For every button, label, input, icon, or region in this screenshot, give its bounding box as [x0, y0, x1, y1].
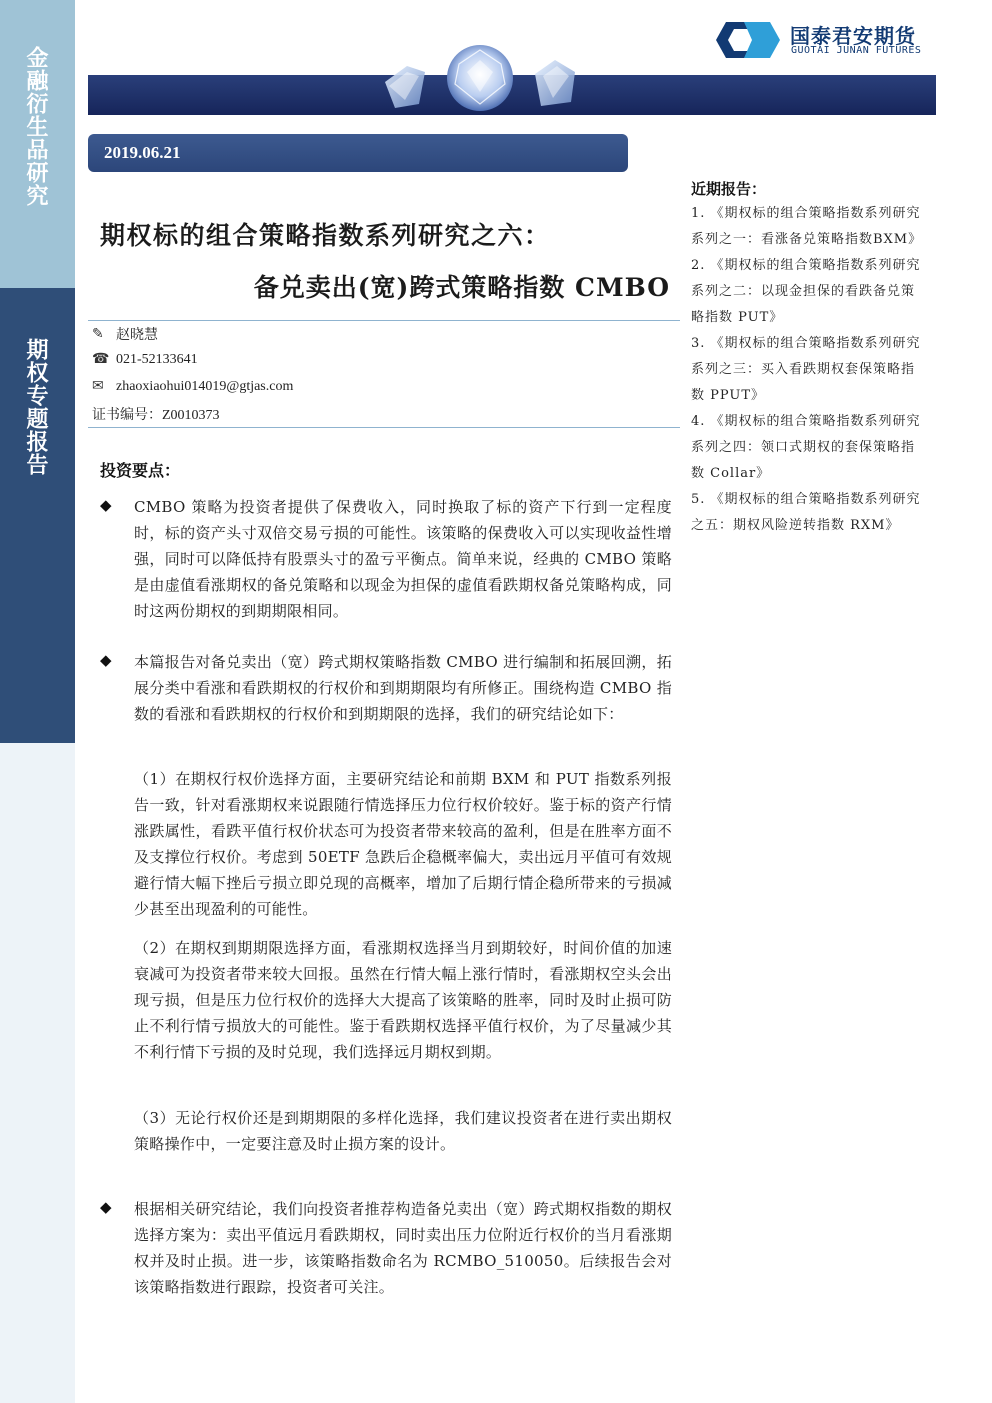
brand-name-cn: 国泰君安期货	[790, 24, 916, 48]
paragraph-6: 根据相关研究结论，我们向投资者推荐构造备兑卖出（宽）跨式期权指数的期权选择方案为：卖出平值远月看跌期权，同时卖出压力位附近行权价的当月看涨期权并及时止损。进一步，该策略指数命名为 RCMBO_510050。后续报告会对该策略指数进行跟踪，投资者可关注。	[134, 1200, 672, 1296]
bullet-diamond-icon: ◆	[100, 651, 112, 669]
recent-reports-list	[691, 201, 926, 539]
bullet-diamond-icon: ◆	[100, 1198, 112, 1216]
report-date-banner	[88, 134, 628, 172]
sidebar-bottom-band	[0, 743, 75, 1403]
recent-report-item[interactable]: 5. 《期权标的组合策略指数系列研究之五：期权风险逆转指数 RXM》	[691, 492, 921, 533]
author-divider	[88, 427, 680, 428]
author-phone-row	[92, 351, 198, 368]
report-title-line1: 期权标的组合策略指数系列研究之六：	[100, 221, 551, 250]
author-name: 赵晓慧	[116, 328, 158, 343]
report-title-line2: 备兑卖出(宽)跨式策略指数 CMBO	[253, 273, 670, 302]
sidebar-category-label: 金融衍生品研究	[23, 46, 48, 207]
recent-report-item[interactable]: 3. 《期权标的组合策略指数系列研究系列之三：买入看跌期权套保策略指数 PPUT》	[691, 336, 921, 403]
paragraph-5: （3）无论行权价还是到期期限的多样化选择，我们建议投资者在进行卖出期权策略操作中，一定要注意及时止损方案的设计。	[134, 1109, 672, 1153]
report-date: 2019.06.21	[104, 143, 181, 162]
phone-icon: ☎	[92, 352, 110, 367]
author-phone: 021-52133641	[116, 351, 198, 367]
recent-report-item[interactable]: 4. 《期权标的组合策略指数系列研究系列之四：领口式期权的套保策略指数 Collar》	[691, 414, 921, 481]
email-icon: ✉	[92, 379, 104, 394]
author-cert-row	[92, 404, 220, 424]
author-email[interactable]: zhaoxiaohui014019@gtjas.com	[116, 378, 294, 394]
author-name-row	[92, 324, 158, 344]
paragraph-1: CMBO 策略为投资者提供了保费收入，同时换取了标的资产下行到一定程度时，标的资产头寸双倍交易亏损的可能性。该策略的保费收入可以实现收益性增强，同时可以降低持有股票头寸的盈亏平衡点。简单来说，经典的 CMBO 策略是由虚值看涨期权的备兑策略和以现金为担保的虚值看跌期权备兑策略构成，同时这两份期权的到期期限相同。	[134, 498, 672, 620]
paragraph-3: （1）在期权行权价选择方面，主要研究结论和前期 BXM 和 PUT 指数系列报告一致，针对看涨期权来说跟随行情选择压力位行权价较好。鉴于标的资产行情涨跌属性，看跌平值行权价状态可为投资者带来较高的盈利，但是在胜率方面不及支撑位行权价。考虑到 50ETF 急跌后企稳概率偏大，卖出远月平值可有效规避行情大幅下挫后亏损立即兑现的高概率，增加了后期行情企稳所带来的亏损减少甚至出现盈利的可能性。	[134, 770, 672, 918]
diamond-gems-icon	[375, 42, 585, 116]
recent-report-item[interactable]: 1. 《期权标的组合策略指数系列研究系列之一：看涨备兑策略指数BXM》	[691, 206, 923, 247]
paragraph-2: 本篇报告对备兑卖出（宽）跨式期权策略指数 CMBO 进行编制和拓展回溯，拓展分类中看涨和看跌期权的行权价和到期期限均有所修正。围绕构造 CMBO 指数的看涨和看跌期权的行权价和到期期限的选择，我们的研究结论如下：	[134, 653, 672, 723]
author-email-row	[92, 378, 293, 395]
pen-icon: ✎	[92, 326, 104, 342]
brand-logo-icon	[716, 20, 780, 60]
author-cert: 证书编号：Z0010373	[92, 408, 220, 423]
section-title: 投资要点：	[100, 461, 181, 480]
recent-report-item[interactable]: 2. 《期权标的组合策略指数系列研究系列之二：以现金担保的看跌备兑策略指数 PUT》	[691, 258, 921, 325]
paragraph-4: （2）在期权到期期限选择方面，看涨期权选择当月到期较好，时间价值的加速衰减可为投资者带来较大回报。虽然在行情大幅上涨行情时，看涨期权空头会出现亏损，但是压力位行权价的选择大大提高了该策略的胜率，同时及时止损可防止不利行情亏损放大的可能性。鉴于看跌期权选择平值行权价，为了尽量减少其不利行情下亏损的及时兑现，我们选择远月期权到期。	[134, 939, 672, 1061]
brand-name-en: GUOTAI JUNAN FUTURES	[791, 45, 922, 56]
title-divider	[88, 320, 680, 321]
bullet-diamond-icon: ◆	[100, 496, 112, 514]
recent-reports-title: 近期报告：	[691, 180, 767, 198]
sidebar-report-type-label: 期权专题报告	[23, 338, 48, 476]
